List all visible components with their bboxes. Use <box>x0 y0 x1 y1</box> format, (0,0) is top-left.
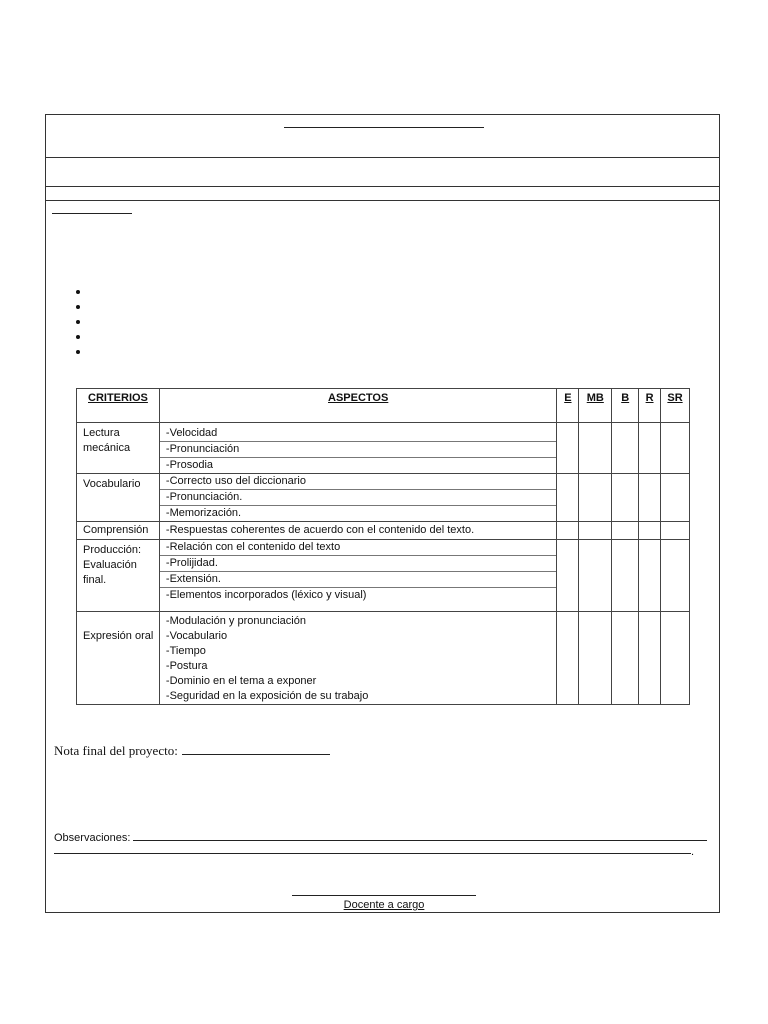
aspecto-item: -Pronunciación <box>160 442 557 458</box>
aspectos-cell <box>159 540 557 612</box>
table-row <box>77 474 690 522</box>
observaciones-label: Observaciones: <box>54 832 131 844</box>
observaciones <box>54 830 707 844</box>
score-cell[interactable] <box>661 612 690 705</box>
divider <box>46 186 719 187</box>
section-blank <box>52 213 132 214</box>
score-cell[interactable] <box>557 423 579 474</box>
evaluation-form <box>45 114 720 913</box>
divider <box>46 157 719 158</box>
period: . <box>691 846 695 858</box>
criterio-cell: Producción: Evaluación final. <box>77 540 160 612</box>
score-cell[interactable] <box>639 423 661 474</box>
score-cell[interactable] <box>579 474 612 522</box>
criterio-cell: Lectura mecánica <box>77 423 160 474</box>
score-cell[interactable] <box>612 423 639 474</box>
aspecto-item: -Dominio en el tema a exponer <box>165 675 317 687</box>
aspecto-item: -Postura <box>165 660 208 672</box>
aspecto-item: -Respuestas coherentes de acuerdo con el contenido del texto. <box>165 524 475 536</box>
aspecto-item: -Prolijidad. <box>160 556 557 572</box>
aspecto-item: -Tiempo <box>165 645 206 657</box>
score-cell[interactable] <box>579 522 612 540</box>
aspecto-item: -Velocidad <box>160 426 557 442</box>
aspectos-cell <box>159 474 557 522</box>
aspecto-item: -Modulación y pronunciación <box>165 615 306 627</box>
docente-label: Docente a cargo <box>343 899 425 911</box>
score-cell[interactable] <box>661 423 690 474</box>
criterio-cell: Comprensión <box>77 522 160 540</box>
header-b: B <box>612 389 639 423</box>
header-r: R <box>639 389 661 423</box>
aspecto-item: -Prosodia <box>165 459 213 471</box>
score-cell[interactable] <box>557 474 579 522</box>
score-cell[interactable] <box>557 540 579 612</box>
table-row <box>77 423 690 474</box>
aspecto-item: -Vocabulario <box>165 630 228 642</box>
aspecto-item: -Memorización. <box>165 507 242 519</box>
aspectos-cell <box>159 612 557 705</box>
title-blank <box>284 127 484 128</box>
aspecto-item: -Extensión. <box>160 572 557 588</box>
score-cell[interactable] <box>612 522 639 540</box>
criterio-cell: Expresión oral <box>77 612 160 705</box>
header-e: E <box>557 389 579 423</box>
aspecto-item: -Pronunciación. <box>160 490 557 506</box>
aspectos-cell <box>159 423 557 474</box>
score-cell[interactable] <box>557 522 579 540</box>
nota-final <box>54 743 330 759</box>
score-cell[interactable] <box>639 474 661 522</box>
divider <box>46 200 719 201</box>
score-cell[interactable] <box>612 474 639 522</box>
score-cell[interactable] <box>612 540 639 612</box>
nota-final-label: Nota final del proyecto: <box>54 743 178 758</box>
score-cell[interactable] <box>639 522 661 540</box>
score-cell[interactable] <box>639 612 661 705</box>
score-cell[interactable] <box>661 474 690 522</box>
header-criterios: CRITERIOS <box>77 389 160 423</box>
score-cell[interactable] <box>579 423 612 474</box>
signature-line[interactable] <box>292 895 476 896</box>
criterio-cell: Vocabulario <box>77 474 160 522</box>
aspecto-item: -Seguridad en la exposición de su trabajo <box>165 690 369 702</box>
score-cell[interactable] <box>639 540 661 612</box>
nota-final-field[interactable] <box>182 743 330 755</box>
score-cell[interactable] <box>579 540 612 612</box>
rubric-table <box>76 388 690 705</box>
table-row <box>77 522 690 540</box>
aspecto-item: -Relación con el contenido del texto <box>160 540 557 556</box>
score-cell[interactable] <box>661 540 690 612</box>
aspecto-item: -Elementos incorporados (léxico y visual) <box>165 589 367 601</box>
score-cell[interactable] <box>579 612 612 705</box>
observaciones-field-line2[interactable] <box>54 853 691 854</box>
header-mb: MB <box>579 389 612 423</box>
aspecto-item: -Correcto uso del diccionario <box>160 474 557 490</box>
header-aspectos: ASPECTOS <box>159 389 557 423</box>
header-sr: SR <box>661 389 690 423</box>
table-row <box>77 540 690 612</box>
score-cell[interactable] <box>557 612 579 705</box>
aspectos-cell <box>159 522 557 540</box>
score-cell[interactable] <box>661 522 690 540</box>
observaciones-field[interactable] <box>133 830 707 841</box>
table-row <box>77 612 690 705</box>
table-header-row <box>77 389 690 423</box>
score-cell[interactable] <box>612 612 639 705</box>
